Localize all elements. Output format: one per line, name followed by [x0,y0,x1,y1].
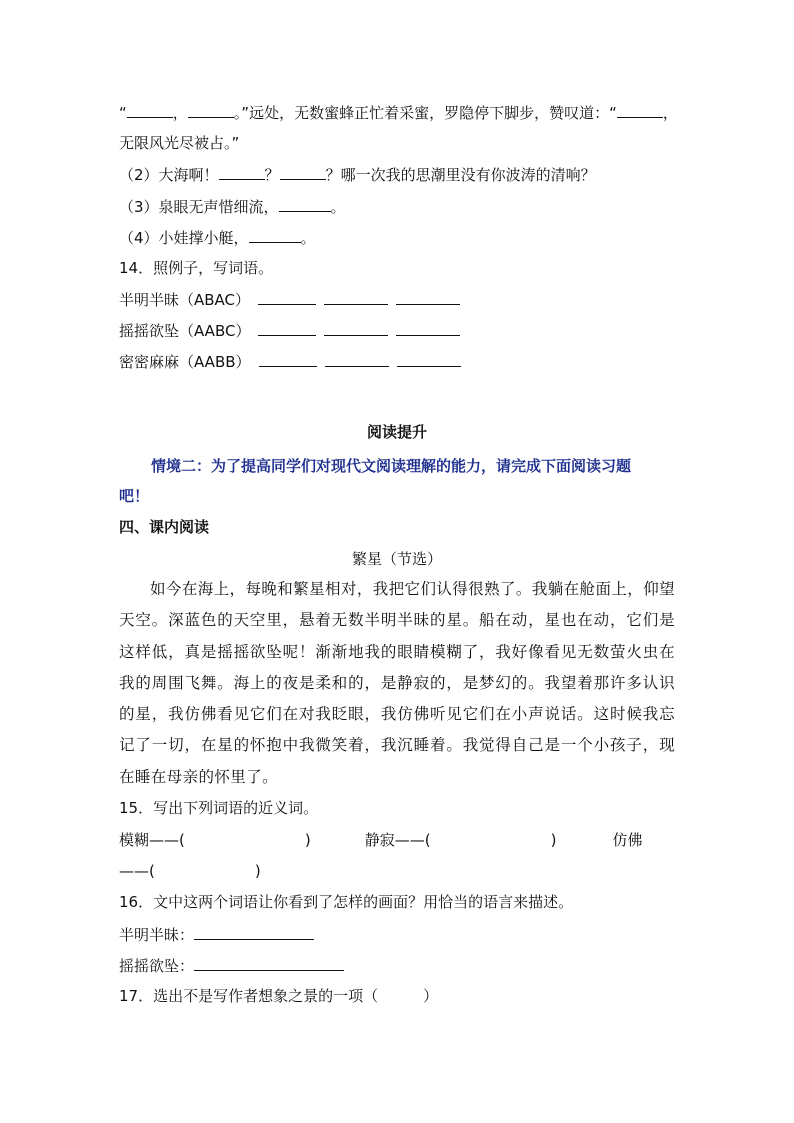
passage-title: 繁星（节选） [351,550,442,568]
blank[interactable] [396,288,460,305]
q15-word-3: 仿佛 [612,831,643,849]
row-label: 密密麻麻（AABB） [119,353,251,371]
q16-label-a: 半明半昧： [119,926,195,944]
item3-prefix: （3）泉眼无声惜细流， [119,198,279,216]
q13-line1-text: 。”远处，无数蜜蜂正忙着采蜜，罗隐停下脚步，赞叹道：“ [233,104,617,122]
q14-row-1 [119,288,694,311]
part-heading: 四、课内阅读 [119,518,210,536]
scenario-text-cont: 吧！ [119,487,150,505]
item2-prefix: （2）大海啊！ [119,166,219,184]
q15-word-1: 模糊——( [119,831,185,849]
quote-open: “ [119,104,127,122]
blank[interactable] [397,350,461,367]
q13-item4 [119,226,694,249]
blank[interactable] [258,319,316,336]
blank-item2-b[interactable] [280,163,326,180]
blank[interactable] [258,288,316,305]
item4-suffix: 。 [300,229,316,247]
q13-item2 [119,163,694,186]
blank-2[interactable] [188,101,234,118]
q14-row-2 [119,319,694,342]
q16-label-b: 摇摇欲坠： [119,957,195,975]
q14-row-3 [119,350,694,373]
item3-suffix: 。 [330,198,346,216]
blank-item4[interactable] [249,226,301,243]
paren-close: ) [304,831,311,849]
blank[interactable] [325,350,389,367]
blank[interactable] [324,319,388,336]
q15-row-cont [119,860,694,882]
item2-suffix: ？哪一次我的思潮里没有你波涛的清响？ [325,166,596,184]
blank-1[interactable] [127,101,173,118]
qmark: ？ [264,166,280,184]
q14-title: 14．照例子，写词语。 [119,259,274,277]
comma: ， [172,104,188,122]
blank-3[interactable] [617,101,663,118]
passage-text: 如今在海上，每晚和繁星相对，我把它们认得很熟了。我躺在舱面上，仰望天空。深蓝色的天空里，悬着无数半明半昧的星。船在动，星也在动，它们是这样低，真是摇摇欲坠呢！渐渐地我的眼睛模糊了，我好像看见无数萤火虫在我的周围飞舞。海上的夜是柔和的，是静寂的，是梦幻的。我望着那许多认识的星，我仿佛看见它们在对我眨眼，我仿佛听见它们在小声说话。这时候我忘记了一切，在星的怀抱中我微笑着，我沉睡着。我觉得自己是一个小孩子，现在睡在母亲的怀里了。 [119,580,675,786]
paren-close: ) [550,831,557,849]
paren-close: ) [254,862,261,880]
blank-item3[interactable] [279,195,331,212]
q15-word-2: 静寂——( [364,831,431,849]
blank[interactable] [396,319,460,336]
q16-b [119,954,694,977]
q13-item3 [119,195,694,218]
q15-title: 15．写出下列词语的近义词。 [119,799,319,817]
q17-title: 17．选出不是写作者想象之景的一项（ ） [119,987,439,1005]
blank-q16-a[interactable] [194,923,314,940]
row-label: 摇摇欲坠（AABC） [119,322,251,340]
section-heading: 阅读提升 [366,423,427,441]
item4-prefix: （4）小娃撑小艇， [119,229,249,247]
blank[interactable] [324,288,388,305]
blank[interactable] [259,350,317,367]
row-label: 半明半昧（ABAC） [119,291,251,309]
q15-word-3-dash: ——( [119,862,155,880]
blank-q16-b[interactable] [194,954,344,971]
blank-item2-a[interactable] [219,163,265,180]
comma: ， [662,104,678,122]
q13-line2: 无限风光尽被占。” [119,134,240,152]
q16-title: 16．文中这两个词语让你看到了怎样的画面？用恰当的语言来描述。 [119,893,574,911]
scenario-text: 情境二：为了提高同学们对现代文阅读理解的能力，请完成下面阅读习题 [151,457,632,475]
q13-line1 [119,101,694,124]
q15-row [119,829,694,851]
q16-a [119,923,694,946]
